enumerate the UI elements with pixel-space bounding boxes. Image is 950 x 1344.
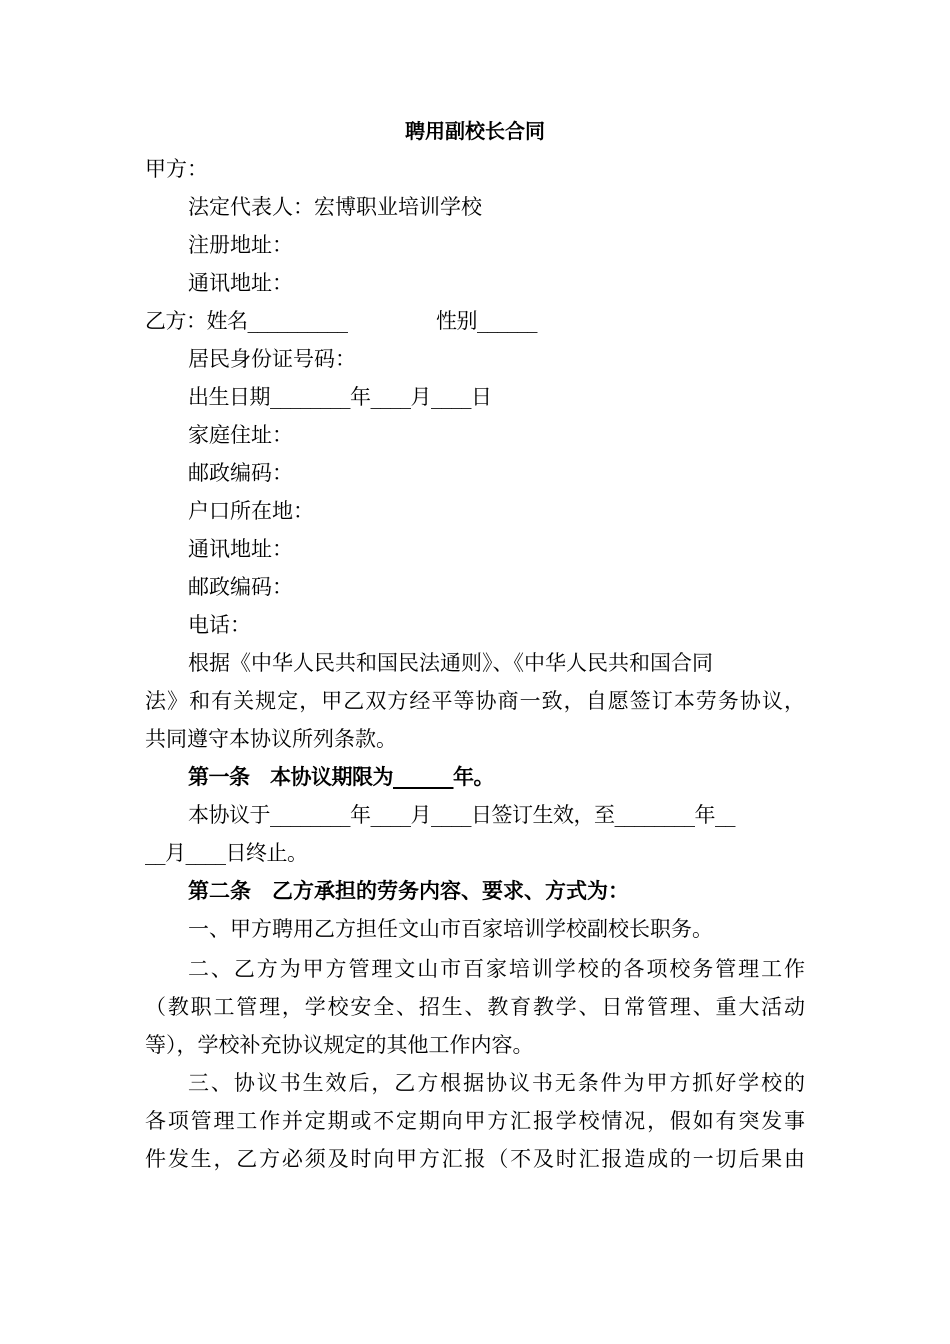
document-title: 聘用副校长合同 [405, 119, 545, 143]
postcode-1: 邮政编码： [188, 461, 293, 485]
postcode-2: 邮政编码： [188, 575, 293, 599]
phone: 电话： [188, 613, 251, 637]
party-a-mail-address: 通讯地址： [188, 271, 293, 295]
article-2-item-1: 一、甲方聘用乙方担任文山市百家培训学校副校长职务。 [188, 917, 713, 941]
article-2-item-3-line-1: 三、协议书生效后，乙方根据协议书无条件为甲方抓好学校的 [188, 1071, 805, 1095]
home-address: 家庭住址： [188, 423, 293, 447]
legal-representative: 法定代表人：宏博职业培训学校 [188, 195, 482, 219]
preamble-line-3: 共同遵守本协议所列条款。 [145, 727, 397, 751]
article-2-item-2-line-2: （教职工管理，学校安全、招生、教育教学、日常管理、重大活动 [145, 995, 805, 1019]
party-b-name: 乙方：姓名__________ [145, 309, 348, 333]
preamble-line-2: 法》和有关规定，甲乙双方经平等协商一致，自愿签订本劳务协议， [145, 689, 805, 713]
party-b-gender: 性别______ [436, 309, 537, 333]
preamble-line-1: 根据《中华人民共和国民法通则》、《中华人民共和国合同 [188, 651, 713, 675]
registered-address: 注册地址： [188, 233, 293, 257]
article-1-heading: 第一条 本协议期限为______年。 [188, 764, 494, 789]
party-b-mail-address: 通讯地址： [188, 537, 293, 561]
article-2-item-2-line-1: 二、乙方为甲方管理文山市百家培训学校的各项校务管理工作 [188, 957, 805, 981]
article-2-heading: 第二条 乙方承担的劳务内容、要求、方式为： [188, 878, 629, 903]
article-2-item-2-line-3: 等），学校补充协议规定的其他工作内容。 [145, 1033, 534, 1057]
party-a-label: 甲方： [145, 157, 208, 181]
household-registration: 户口所在地： [188, 499, 314, 523]
id-number: 居民身份证号码： [188, 347, 356, 371]
article-2-item-3-line-2: 各项管理工作并定期或不定期向甲方汇报学校情况，假如有突发事 [145, 1109, 805, 1133]
birth-date: 出生日期________年____月____日 [188, 385, 492, 409]
article-1-line-2: __月____日终止。 [145, 841, 308, 865]
article-2-item-3-line-3: 件发生，乙方必须及时向甲方汇报（不及时汇报造成的一切后果由 [145, 1147, 805, 1171]
article-1-line-1: 本协议于________年____月____日签订生效，至________年__ [188, 803, 735, 827]
